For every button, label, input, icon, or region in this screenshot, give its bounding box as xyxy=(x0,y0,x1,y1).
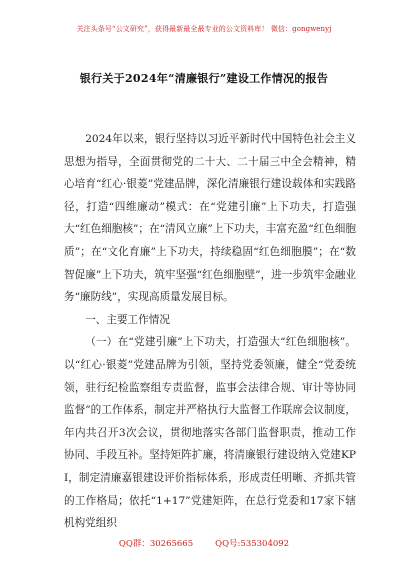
section-paragraph: （一）在“党建引廉”上下功夫，打造强大“红色细胞核”。以“红心·银菱”党建品牌为引领，坚持党委领廉，健全“党委统领，驻行纪检监察组专责监督，监事会法律合规、审计等协同监督”的工作体系，制定并严格执行大监督工作联席会议制度，年内共召开3次会议，贯彻地落实各部门监督职责，推动工作协同、手段互补。坚持矩阵扩廉，将清廉银行建设纳入党建KPI，制定清廉嘉银建设评价指标体系，形成责任明晰、齐抓共管的工作格局；依托“1+17”党建矩阵，在总行党委和17家下辖机构党组织 xyxy=(64,336,356,530)
document-title: 银行关于2024年“清廉银行”建设工作情况的报告 xyxy=(79,72,329,85)
section-heading: 一、主要工作情况 xyxy=(85,313,170,326)
qq-group-text: QQ群：30265665 xyxy=(118,539,194,549)
document-body xyxy=(64,128,356,535)
qq-number-text: QQ号:535304092 xyxy=(215,539,290,549)
promo-banner: 关注头条号“公文研究”，获得最新最全最专业的公文资料库！ 微信：gongwenyj xyxy=(76,25,332,33)
intro-paragraph: 2024年以来，银行坚持以习近平新时代中国特色社会主义思想为指导，全面贯彻党的二十大、二十届三中全会精神，精心培育“红心·银菱”党建品牌，深化清廉银行建设载体和实践路径，打造“四维廉动”模式：在“党建引廉”上下功夫，打造强大“红色细胞核”；在“清风立廉”上下功夫，丰富充盈“红色细胞质”；在“文化育廉”上下功夫，持续稳固“红色细胞膜”；在“数智促廉”上下功夫，筑牢坚强“红色细胞壁”，进一步筑牢金融业务“廉防线”，实现高质量发展目标。 xyxy=(64,133,356,304)
footer-contact xyxy=(0,537,408,549)
